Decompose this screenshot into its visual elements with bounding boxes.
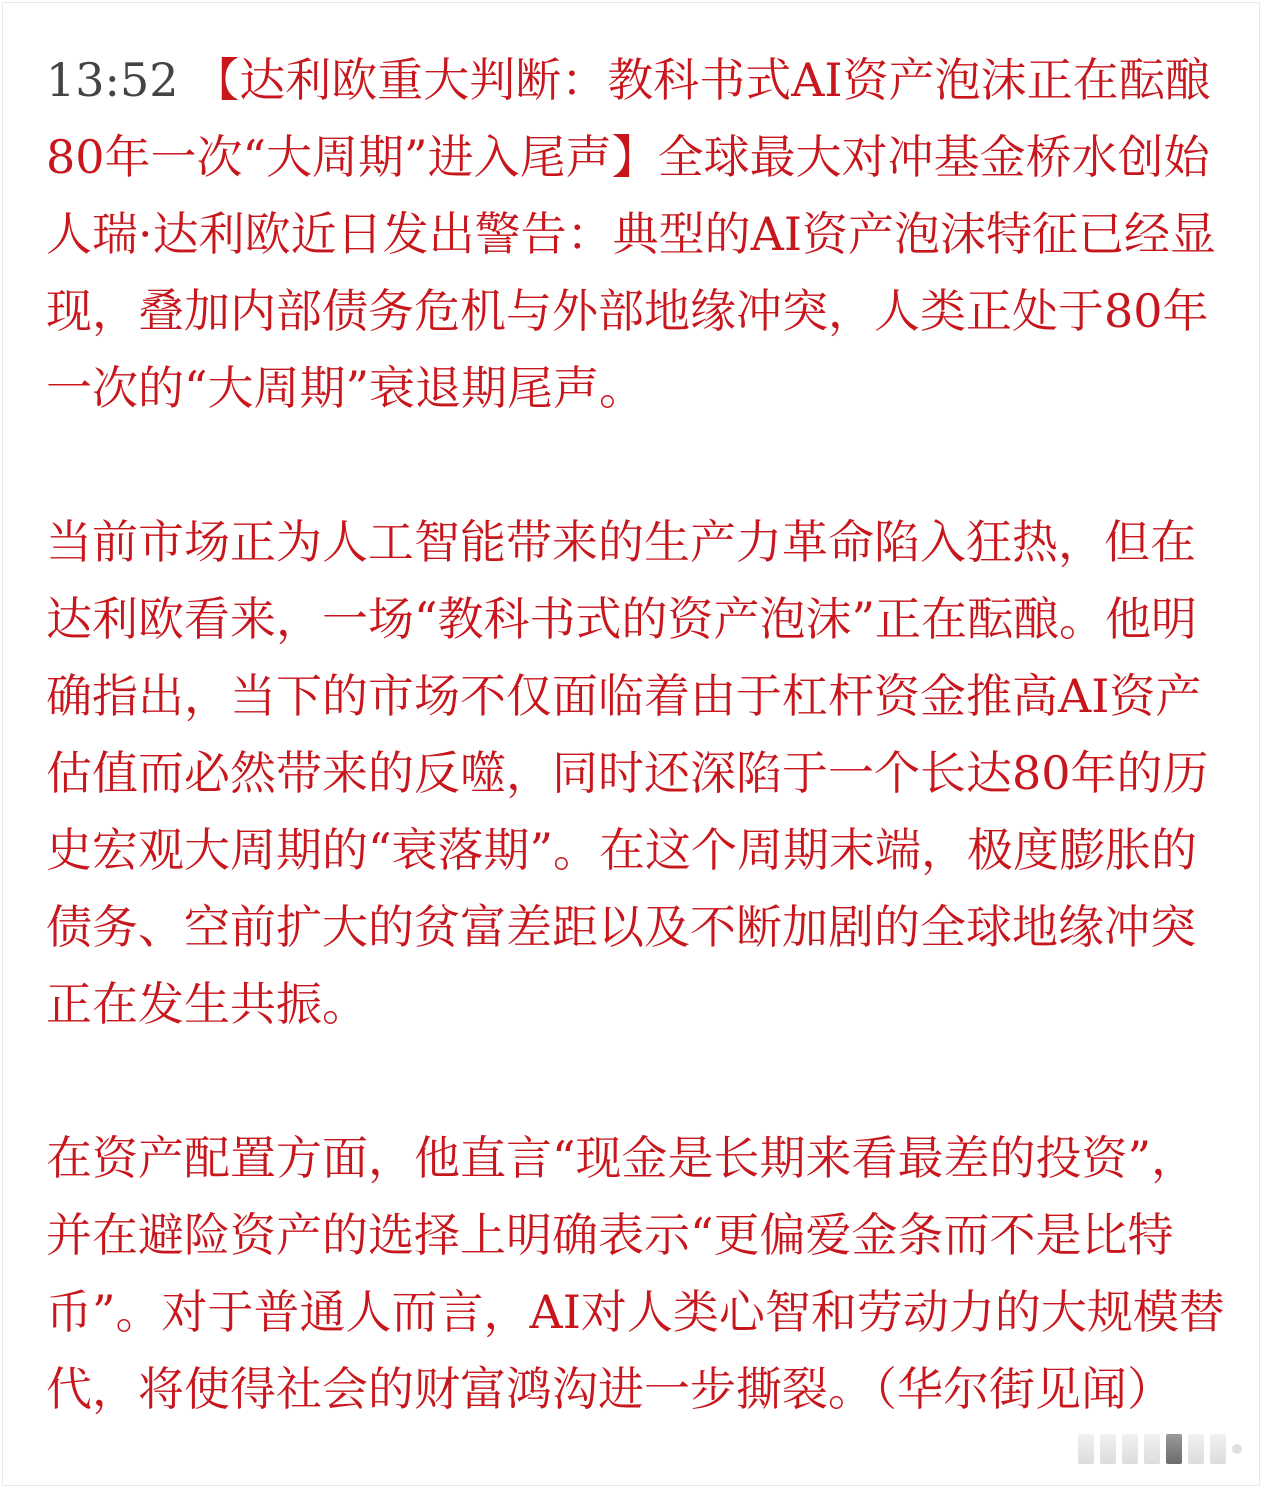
paragraph-2: 当前市场正为人工智能带来的生产力革命陷入狂热，但在达利欧看来，一场“教科书式的资产泡沫”正在酝酿。他明确指出，当下的市场不仅面临着由于杠杆资金推高AI资产估值而必然带来的反噬，同时还深陷于一个长达80年的历史宏观大周期的“衰落期”。在这个周期末端，极度膨胀的债务、空前扩大的贫富差距以及不断加剧的全球地缘冲突正在发生共振。 [46, 515, 1209, 1031]
watermark-bar-icon [1078, 1434, 1094, 1464]
watermark-bar-icon [1144, 1434, 1160, 1464]
paragraph-1 [46, 42, 1226, 427]
watermark-bar-icon [1122, 1434, 1138, 1464]
watermark-logo [1078, 1434, 1242, 1464]
paragraph-3: 在资产配置方面，他直言“现金是长期来看最差的投资”，并在避险资产的选择上明确表示“更偏爱金条而不是比特币”。对于普通人而言，AI对人类心智和劳动力的大规模替代，将使得社会的财富鸿沟进一步撕裂。（华尔街见闻） [46, 1131, 1225, 1416]
news-article [46, 42, 1226, 1428]
watermark-dot-icon [1232, 1444, 1242, 1454]
watermark-bar-icon [1166, 1434, 1182, 1464]
watermark-bar-icon [1100, 1434, 1116, 1464]
watermark-bar-icon [1188, 1434, 1204, 1464]
paragraph-1-text: 【达利欧重大判断：教科书式AI资产泡沫正在酝酿 80年一次“大周期”进入尾声】全球最大对冲基金桥水创始人瑞·达利欧近日发出警告：典型的AI资产泡沫特征已经显现，叠加内部债务危机与外部地缘冲突，人类正处于80年一次的“大周期”衰退期尾声。 [46, 53, 1217, 415]
watermark-bar-icon [1210, 1434, 1226, 1464]
news-time: 13:52 [46, 53, 179, 107]
